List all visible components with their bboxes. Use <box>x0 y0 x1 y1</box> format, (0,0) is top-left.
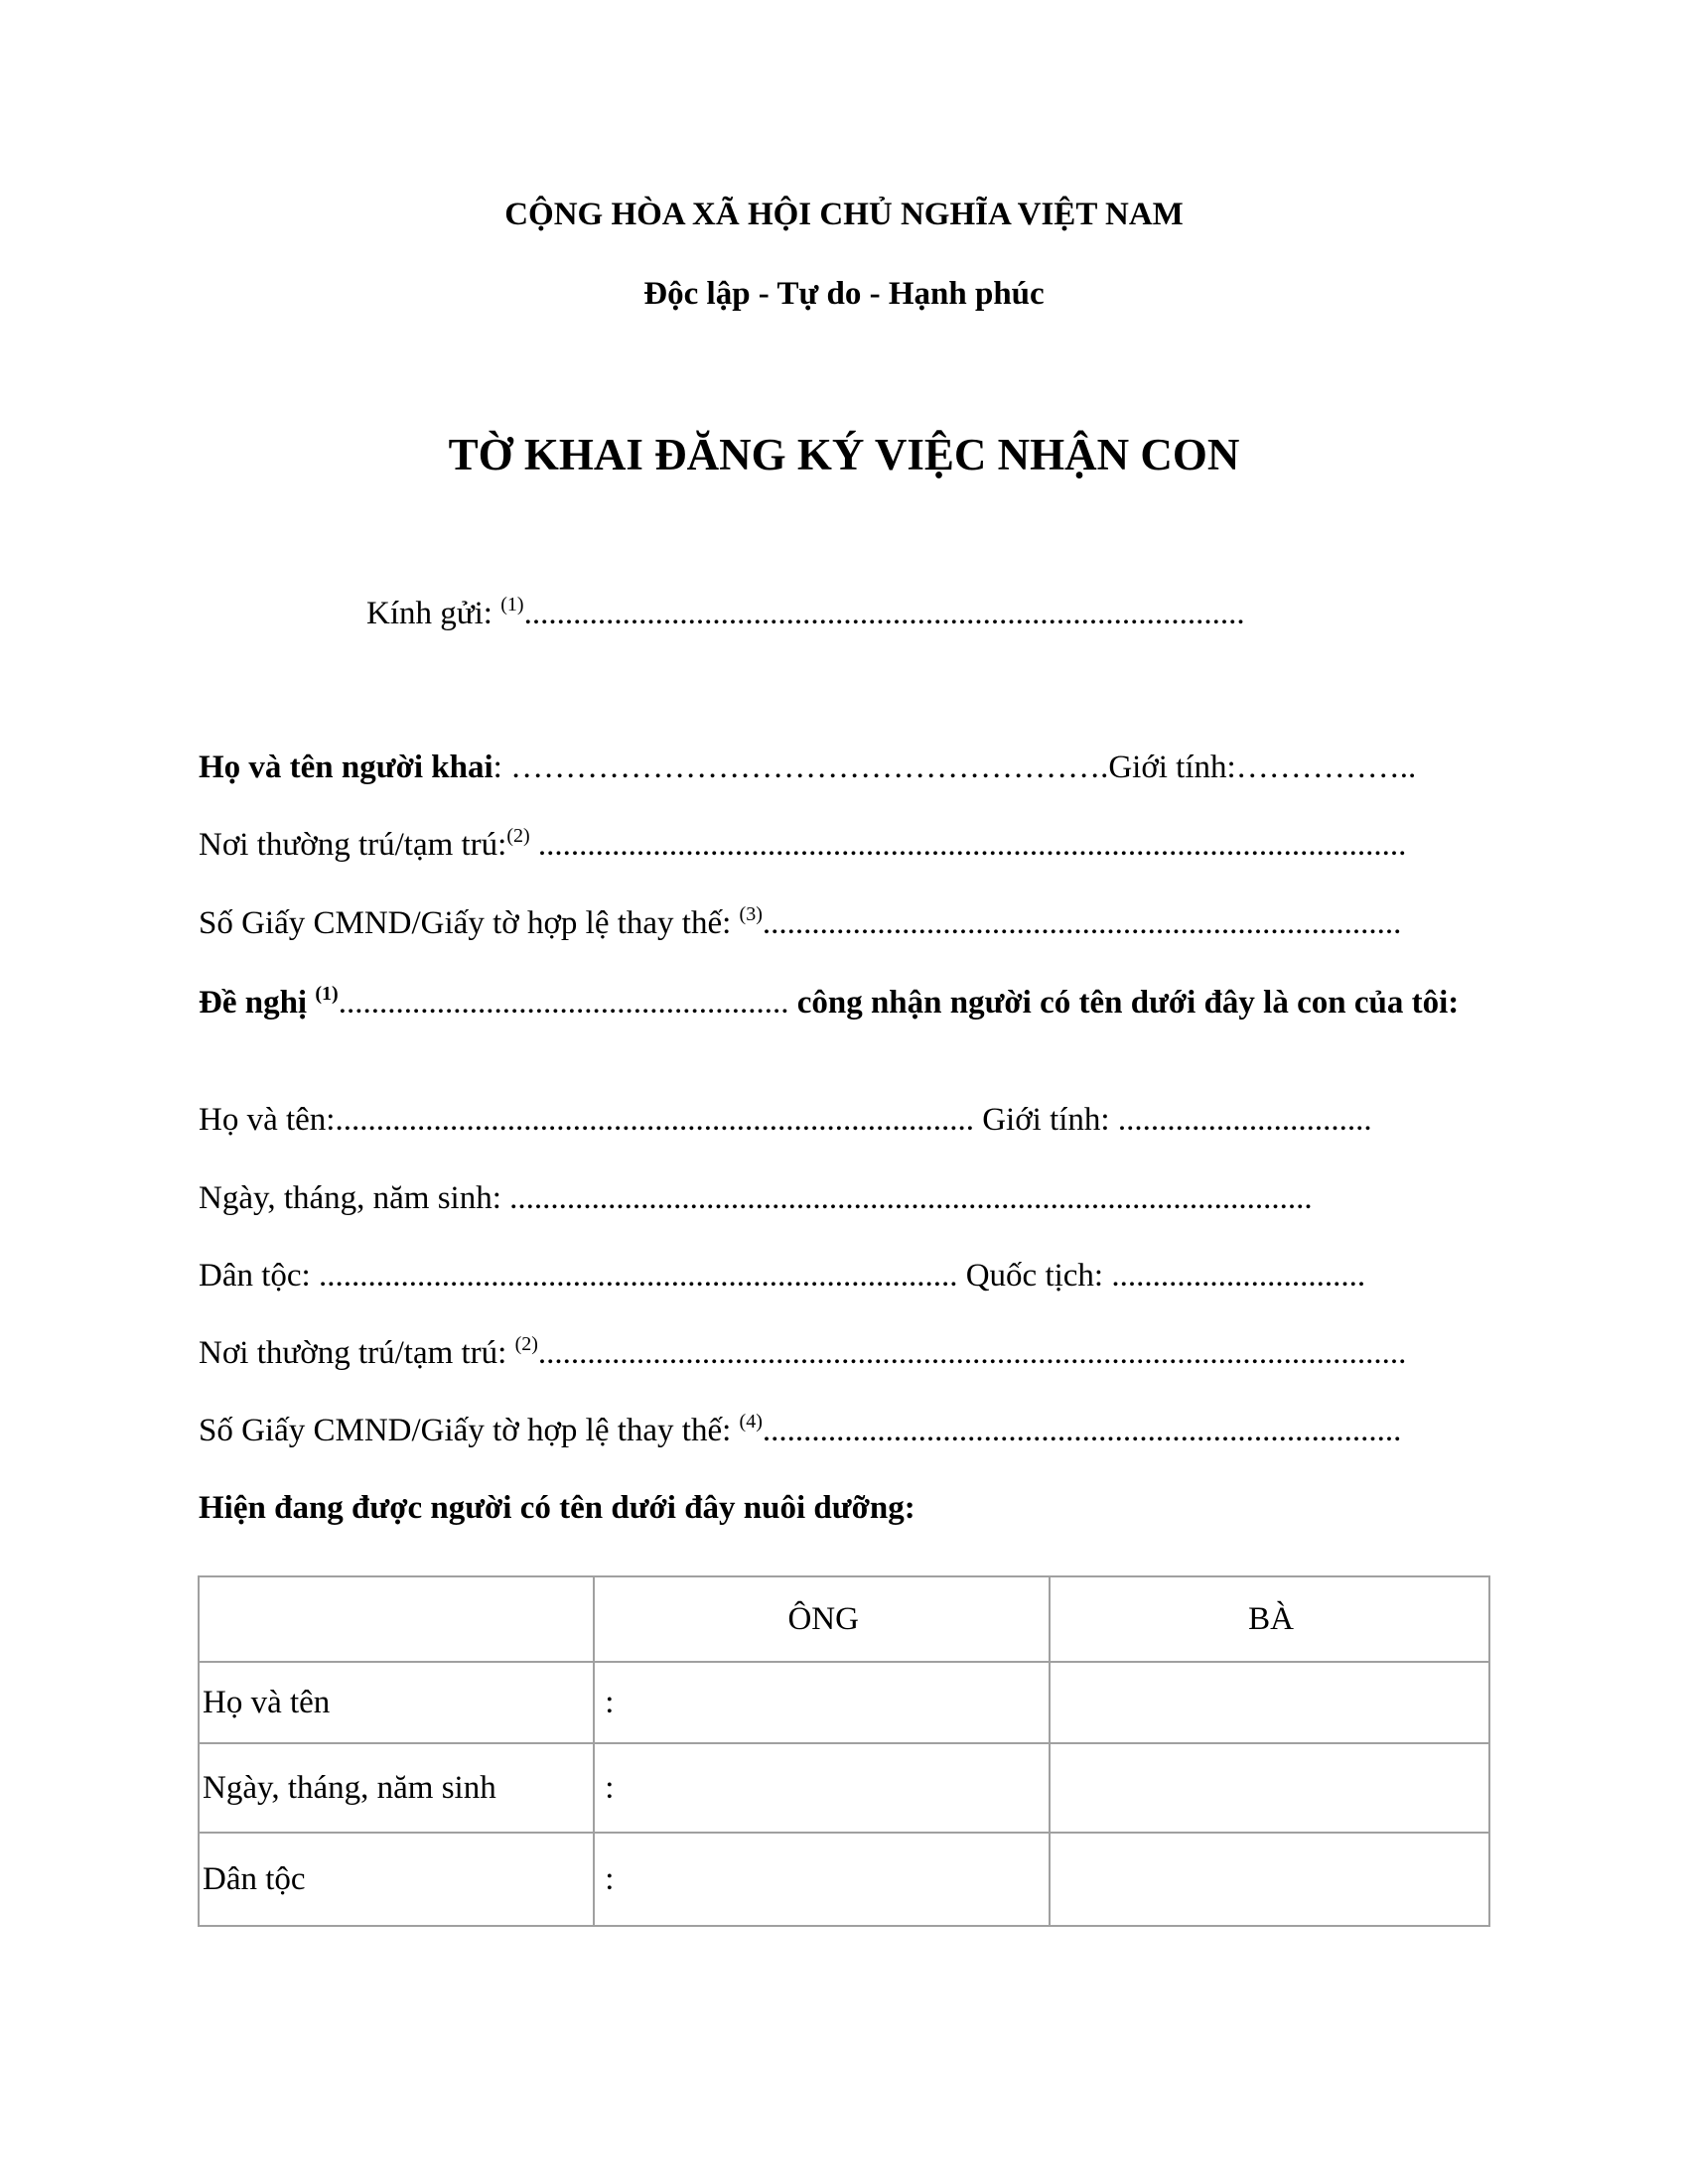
child-residence-note: (2) <box>514 1335 538 1355</box>
declarant-id-field[interactable]: .............................................................................. <box>762 905 1402 941</box>
request-line <box>199 983 1489 1023</box>
national-motto: Độc lập - Tự do - Hạnh phúc <box>643 276 1045 312</box>
child-nationality-field[interactable]: ............................... <box>1111 1258 1366 1294</box>
declarant-gender-field[interactable]: …………….. <box>1235 750 1417 785</box>
child-ethnic-line <box>199 1258 1489 1295</box>
declarant-name-label: Họ và tên người khai <box>199 750 493 785</box>
request-note: (1) <box>315 983 339 1005</box>
child-residence-label: Nơi thường trú/tạm trú: <box>199 1335 515 1371</box>
declarant-residence-note: (2) <box>506 827 530 847</box>
kinh-gui-note: (1) <box>500 596 524 615</box>
table-row <box>199 1662 1489 1743</box>
request-label: Đề nghị <box>199 985 316 1021</box>
declarant-gender-label: Giới tính: <box>1108 750 1236 785</box>
kinh-gui-field[interactable]: ........................................................................................ <box>523 596 1245 631</box>
request-text: công nhận người có tên dưới đây là con của tôi: <box>788 985 1460 1021</box>
table-row-label: Họ và tên <box>199 1662 594 1743</box>
table-cell-ba[interactable] <box>1050 1833 1489 1926</box>
table-cell-ong[interactable]: : <box>594 1833 1050 1926</box>
child-id-field[interactable]: .............................................................................. <box>762 1413 1402 1448</box>
declarant-id-line <box>199 905 1489 942</box>
table-cell-ong[interactable]: : <box>594 1743 1050 1833</box>
request-field[interactable]: ....................................................... <box>338 985 789 1021</box>
child-id-label: Số Giấy CMND/Giấy tờ hợp lệ thay thế: <box>199 1413 740 1448</box>
child-residence-field[interactable]: .......................................................................................................... <box>537 1335 1407 1371</box>
table-cell-ba[interactable] <box>1050 1662 1489 1743</box>
child-name-line <box>199 1102 1489 1139</box>
declarant-residence-field[interactable]: .......................................................................................................... <box>529 827 1407 863</box>
table-cell-ong[interactable]: : <box>594 1662 1050 1743</box>
kinh-gui-line <box>366 596 1320 632</box>
form-title: TỜ KHAI ĐĂNG KÝ VIỆC NHẬN CON <box>448 430 1240 479</box>
table-header-cell: BÀ <box>1050 1576 1489 1662</box>
table-row <box>199 1833 1489 1926</box>
child-id-line <box>199 1413 1489 1449</box>
table-header-row <box>199 1576 1489 1662</box>
table-cell-ba[interactable] <box>1050 1743 1489 1833</box>
child-dob-label: Ngày, tháng, năm sinh: <box>199 1180 510 1216</box>
child-dob-line <box>199 1180 1489 1217</box>
table-row-label: Dân tộc <box>199 1833 594 1926</box>
child-id-note: (4) <box>739 1413 763 1433</box>
declarant-name-colon: : <box>492 750 511 785</box>
caretaker-table <box>198 1575 1490 1927</box>
national-title: CỘNG HÒA XÃ HỘI CHỦ NGHĨA VIỆT NAM <box>504 197 1184 232</box>
child-dob-field[interactable]: .................................................................................................. <box>509 1180 1313 1216</box>
child-residence-line <box>199 1335 1489 1372</box>
declarant-id-note: (3) <box>739 905 763 925</box>
kinh-gui-label: Kính gửi: <box>366 596 501 631</box>
declarant-id-label: Số Giấy CMND/Giấy tờ hợp lệ thay thế: <box>199 905 740 941</box>
declarant-residence-label: Nơi thường trú/tạm trú: <box>199 827 507 863</box>
child-nationality-label: Quốc tịch: <box>957 1258 1112 1294</box>
child-gender-label: Giới tính: <box>973 1102 1118 1138</box>
table-header-cell: ÔNG <box>594 1576 1050 1662</box>
caretaker-heading: Hiện đang được người có tên dưới đây nuôi dưỡng: <box>199 1490 915 1526</box>
child-name-label: Họ và tên: <box>199 1102 336 1138</box>
child-name-field[interactable]: .............................................................................. <box>335 1102 974 1138</box>
child-ethnic-field[interactable]: .............................................................................. <box>318 1258 958 1294</box>
table-row-label: Ngày, tháng, năm sinh <box>199 1743 594 1833</box>
table-row <box>199 1743 1489 1833</box>
child-ethnic-label: Dân tộc: <box>199 1258 319 1294</box>
declarant-residence-line <box>199 827 1489 864</box>
child-gender-field[interactable]: ............................... <box>1117 1102 1372 1138</box>
declarant-name-line <box>199 750 1489 786</box>
declarant-name-field[interactable]: ………………………………………………. <box>510 750 1109 785</box>
table-header-cell <box>199 1576 594 1662</box>
